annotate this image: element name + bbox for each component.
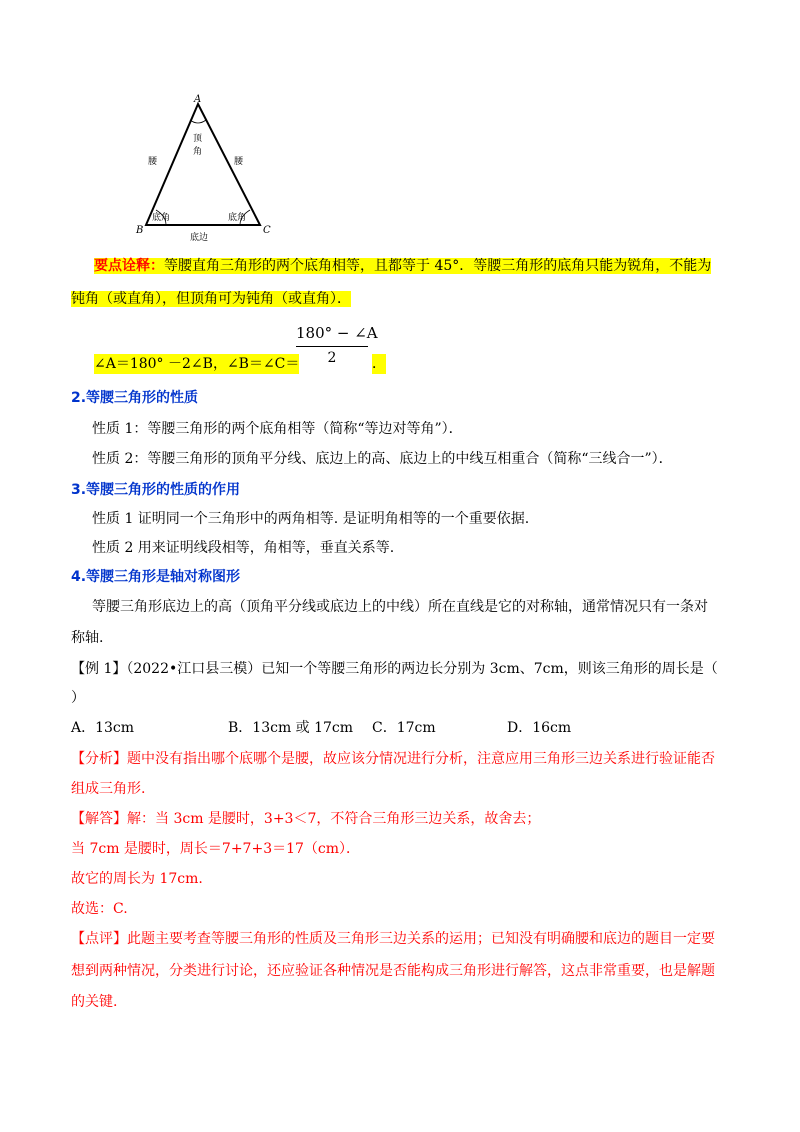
base-angle-left-label: 底角 [152, 213, 171, 223]
solution-label: 【解答】 [71, 811, 127, 827]
section-3-property-1: 性质 1 证明同一个三角形中的两角相等. 是证明角相等的一个重要依据. [92, 511, 530, 527]
section-4-title: 4.等腰三角形是轴对称图形 [71, 569, 241, 585]
leg-left-label: 腰 [148, 157, 158, 167]
analysis-line-1 [71, 749, 715, 769]
solution-line-4: 故选：C. [71, 901, 128, 917]
solution-text-1: 解：当 3cm 是腰时，3+3＜7，不符合三角形三边关系，故舍去； [127, 811, 541, 827]
solution-line-2: 当 7cm 是腰时，周长＝7+7+3＝17（cm）． [71, 841, 361, 857]
isosceles-triangle-figure [110, 92, 290, 252]
fraction-bar [296, 346, 368, 347]
section-2-title: 2.等腰三角形的性质 [71, 390, 199, 406]
comment-line-3: 的关键. [71, 994, 118, 1010]
vertex-b-label: B [136, 225, 144, 236]
vertex-a-label: A [194, 94, 202, 105]
section-2-property-2: 性质 2：等腰三角形的顶角平分线、底边上的高、底边上的中线互相重合（简称“三线合一”）． [92, 451, 673, 467]
option-a: A．13cm [71, 720, 135, 736]
option-b: B．13cm 或 17cm [228, 720, 354, 736]
vertex-c-label: C [263, 225, 271, 236]
note-line-1 [94, 256, 711, 276]
apex-angle-arc [190, 120, 206, 123]
leg-right-label: 腰 [234, 157, 244, 167]
solution-line-1 [71, 809, 540, 829]
analysis-label: 【分析】 [71, 751, 127, 767]
apex-angle-label-1: 顶 [193, 134, 203, 144]
note-text-2: 钝角（或直角），但顶角可为钝角（或直角）． [71, 291, 351, 307]
analysis-text-1: 题中没有指出哪个底哪个是腰，故应该分情况进行分析，注意应用三角形三边关系进行验证能否 [127, 751, 715, 767]
note-line-2 [71, 289, 351, 309]
comment-label: 【点评】 [71, 931, 127, 947]
option-c: C．17cm [372, 720, 436, 736]
comment-text-1: 此题主要考查等腰三角形的性质及三角形三边关系的运用；已知没有明确腰和底边的题目一定要 [127, 931, 715, 947]
note-label: 要点诠释： [94, 258, 164, 274]
section-2-property-1: 性质 1：等腰三角形的两个底角相等（简称“等边对等角”）． [92, 421, 463, 437]
apex-angle-label-2: 角 [193, 147, 203, 157]
note-text-1: 等腰直角三角形的两个底角相等，且都等于 45°．等腰三角形的底角只能为锐角，不能为 [164, 258, 712, 274]
fraction-numerator: 180° − ∠A [296, 324, 378, 342]
comment-line-2: 想到两种情况，分类进行讨论，还应验证各种情况是否能构成三角形进行解答，这点非常重要，也是解题 [71, 963, 715, 979]
formula-left: ∠A＝180° －2∠B，∠B＝∠C＝ [94, 356, 300, 372]
base-label: 底边 [190, 233, 209, 243]
example-question-1: 【例 1】（2022•江口县三模）已知一个等腰三角形的两边长分别为 3cm、7cm，则该三角形的周长是（ [71, 661, 718, 677]
fraction-denominator: 2 [327, 350, 337, 366]
solution-line-3: 故它的周长为 17cm. [71, 871, 203, 887]
formula-fraction [296, 322, 378, 367]
option-d: D．16cm [507, 720, 572, 736]
section-4-text-2: 称轴. [71, 630, 104, 646]
section-3-property-2: 性质 2 用来证明线段相等，角相等，垂直关系等. [92, 540, 395, 556]
analysis-line-2: 组成三角形. [71, 781, 146, 797]
formula-end: ． [372, 356, 386, 372]
comment-line-1 [71, 929, 715, 949]
example-question-2: ） [71, 690, 85, 706]
section-3-title: 3.等腰三角形的性质的作用 [71, 482, 241, 498]
base-angle-right-label: 底角 [228, 213, 247, 223]
section-4-text-1: 等腰三角形底边上的高（顶角平分线或底边上的中线）所在直线是它的对称轴，通常情况只有一条对 [92, 599, 708, 615]
